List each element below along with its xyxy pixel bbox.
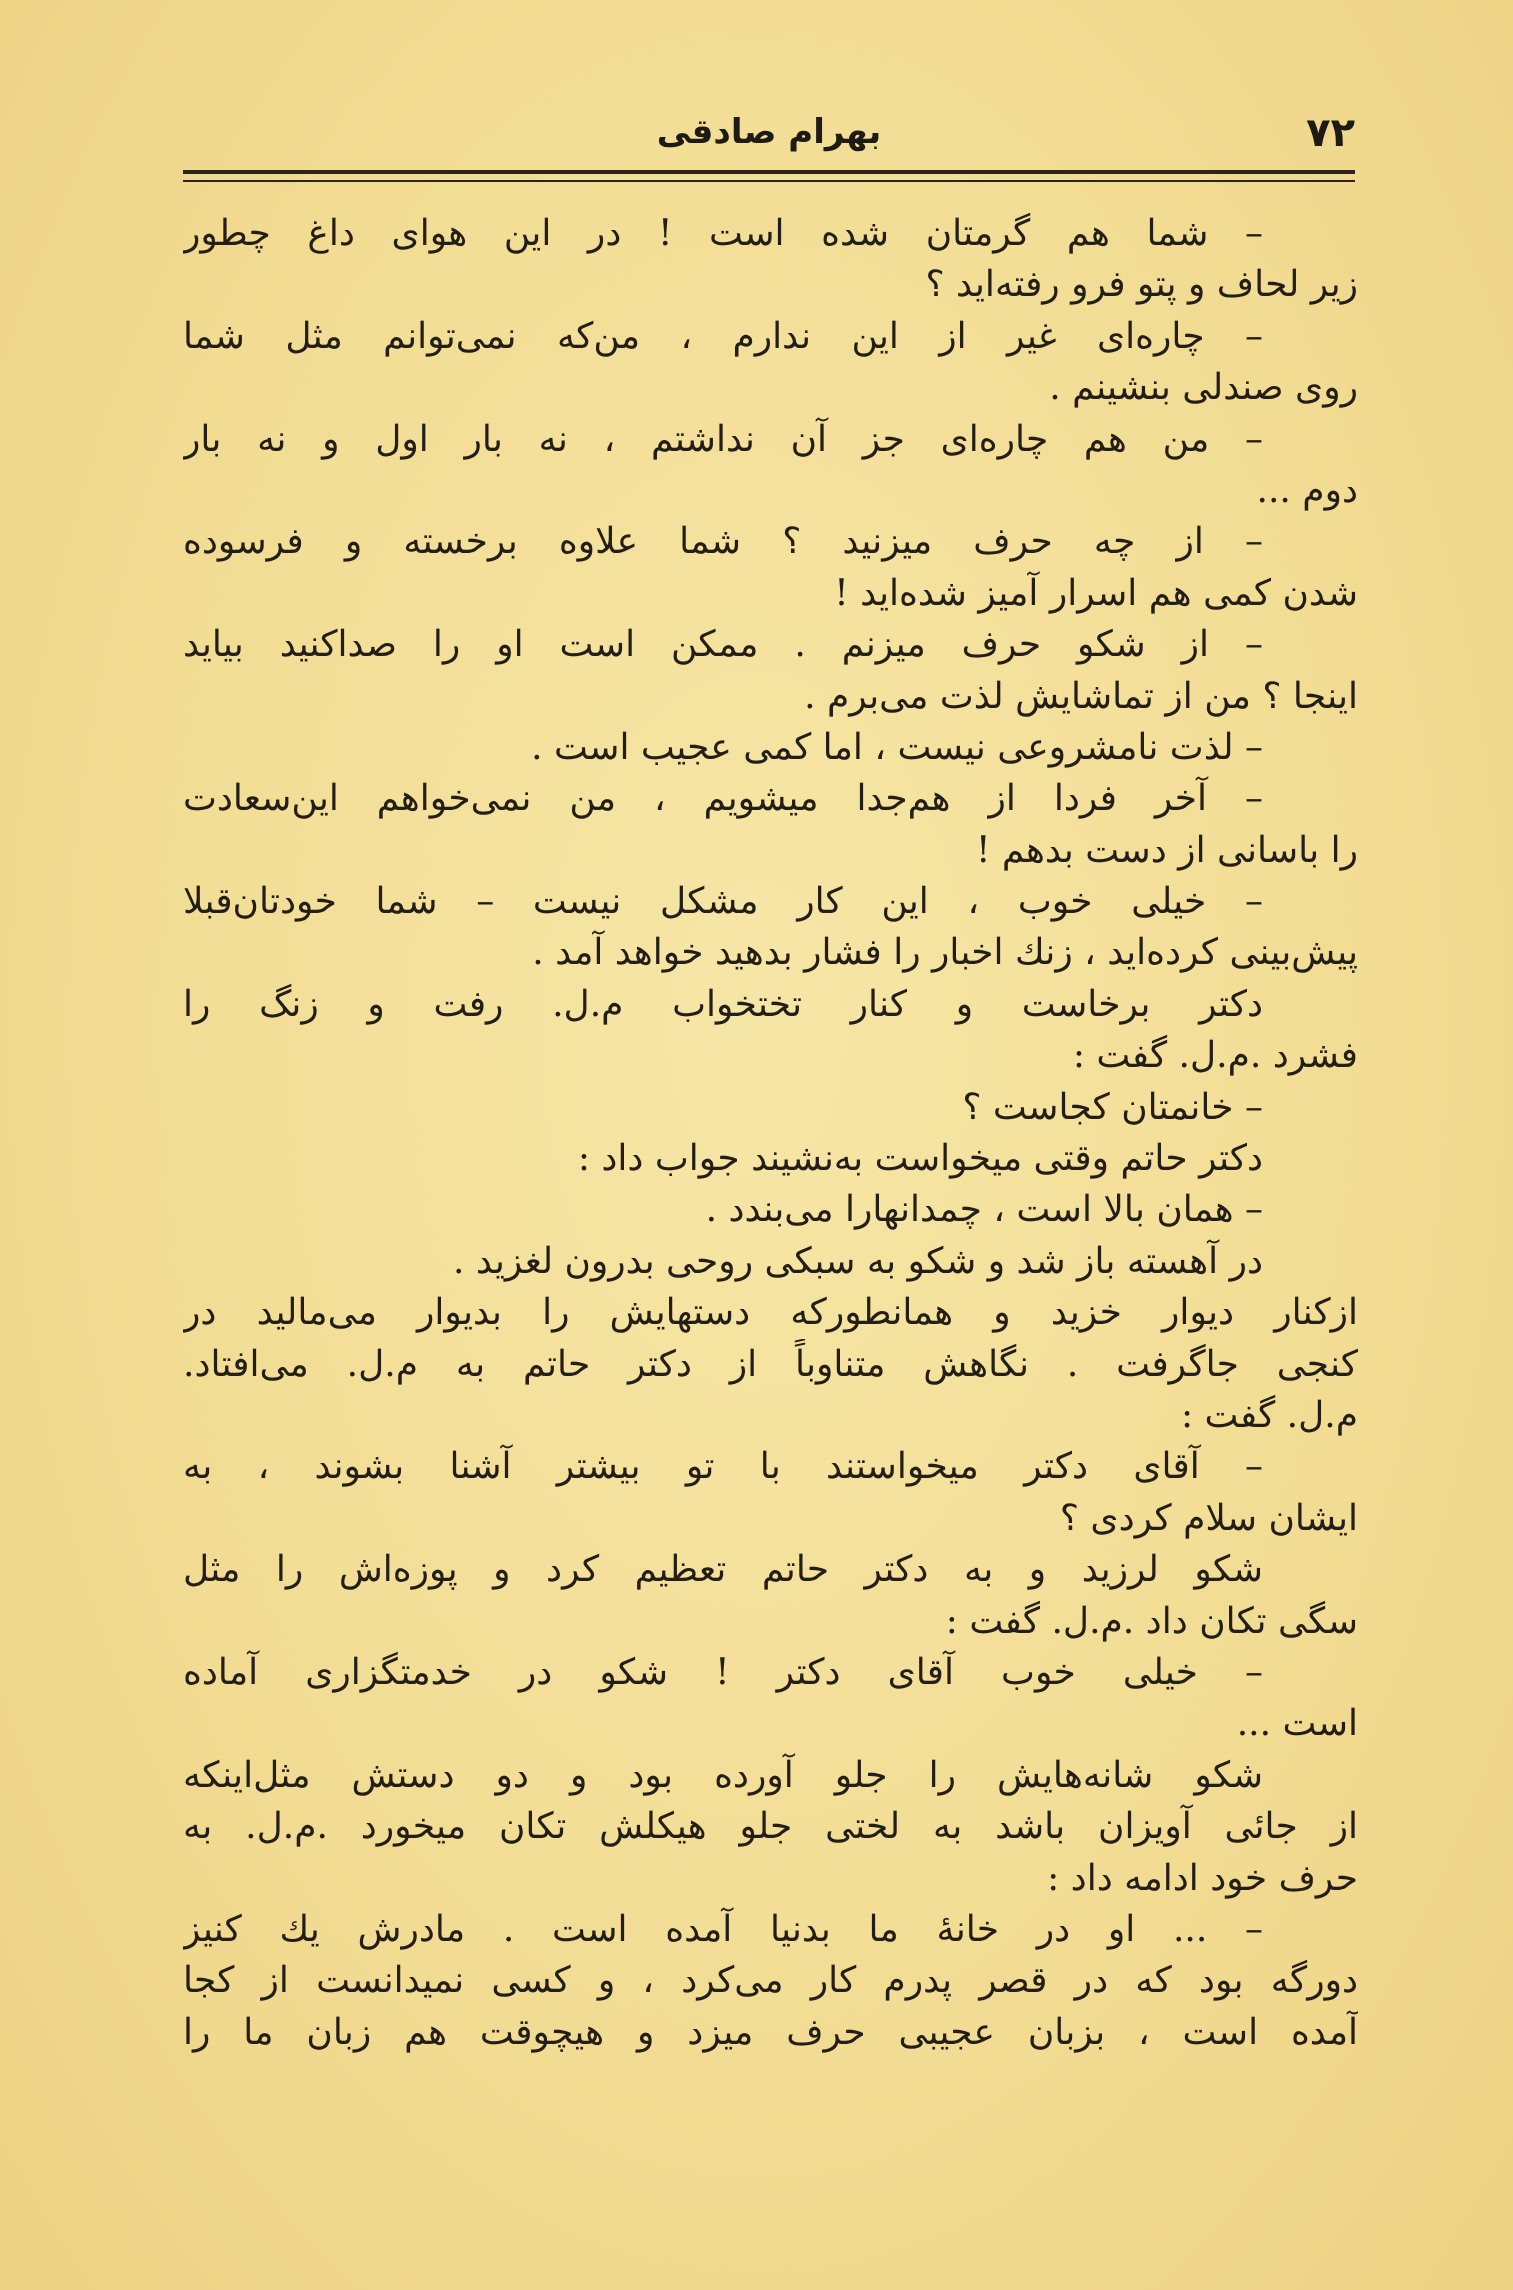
text-line: زیر لحاف و پتو فرو رفته‌اید ؟ xyxy=(925,264,1358,306)
text-line: – همان بالا است ، چمدانهارا می‌بندد . xyxy=(705,1189,1263,1231)
text-line: شکو لرزید و به دکتر حاتم تعظیم کرد و پوزه‌اش را مثل xyxy=(183,1549,1263,1591)
text-line: – آخر فردا از هم‌جدا میشویم ، من نمی‌خواهم این‌سعادت xyxy=(183,778,1263,820)
header-rule-thin xyxy=(183,180,1355,182)
text-line: در آهسته باز شد و شکو به سبکی روحی بدرون لغزید . xyxy=(453,1240,1263,1282)
text-line: را باسانی از دست بدهم ! xyxy=(975,829,1358,871)
text-line: اینجا ؟ من از تماشایش لذت می‌برم . xyxy=(804,675,1358,717)
text-line: دکتر حاتم وقتی میخواست به‌نشیند جواب داد : xyxy=(577,1138,1263,1180)
text-line: شدن کمی هم اسرار آمیز شده‌اید ! xyxy=(834,572,1358,614)
text-line: – من هم چاره‌ای جز آن نداشتم ، نه بار اول و نه بار xyxy=(183,418,1264,460)
text-line: – ... او در خانهٔ ما بدنیا آمده است . مادرش یك کنیز xyxy=(183,1908,1263,1950)
text-line: ازکنار دیوار خزید و همانطورکه دستهایش را بدیوار می‌مالید در xyxy=(183,1292,1358,1334)
text-line: ایشان سلام کردی ؟ xyxy=(1059,1497,1358,1539)
text-line: م.ل. گفت : xyxy=(1180,1394,1358,1436)
text-line: – شما هم گرمتان شده است ! در این هوای داغ چطور xyxy=(183,213,1263,254)
text-line: آمده است ، بزبان عجیبی حرف میزد و هیچوقت هم زبان ما را xyxy=(183,2011,1358,2053)
text-line: – لذت نامشروعی نیست ، اما کمی عجیب است . xyxy=(531,726,1263,768)
text-line: پیش‌بینی کرده‌اید ، زنك اخبار را فشار بدهید خواهد آمد . xyxy=(532,932,1358,974)
text-line: شکو شانه‌هایش را جلو آورده بود و دو دستش مثل‌اینکه xyxy=(183,1754,1263,1796)
text-line: – آقای دکتر میخواستند با تو بیشتر آشنا بشوند ، به xyxy=(183,1446,1263,1488)
text-line: روی صندلی بنشینم . xyxy=(1049,367,1358,409)
page-header xyxy=(183,100,1355,170)
page-number: ۷۲ xyxy=(1306,110,1355,156)
text-line: حرف خود ادامه داد : xyxy=(1047,1857,1358,1899)
text-line: کنجی جاگرفت . نگاهش متناوباً از دکتر حاتم به م.ل. می‌افتاد. xyxy=(183,1343,1358,1385)
text-line: – خیلی خوب ، این کار مشکل نیست – شما خودتان‌قبلا xyxy=(183,881,1263,923)
body-text xyxy=(183,208,1358,2058)
text-line: – چاره‌ای غیر از این ندارم ، من‌که نمی‌توانم مثل شما xyxy=(183,315,1263,357)
text-line: سگی تکان داد .م.ل. گفت : xyxy=(945,1600,1358,1642)
text-line: دکتر برخاست و کنار تختخواب م.ل. رفت و زنگ را xyxy=(183,983,1263,1025)
text-line: دورگه بود که در قصر پدرم کار می‌کرد ، و کسی نمیدانست از کجا xyxy=(183,1960,1358,2002)
text-line: است ... xyxy=(1236,1703,1358,1745)
text-line: از جائی آویزان باشد به لختی جلو هیکلش تکان میخورد .م.ل. به xyxy=(183,1806,1358,1848)
running-head-author: بهرام صادقی xyxy=(656,112,882,152)
text-line: – از چه حرف میزنید ؟ شما علاوه برخسته و فرسوده xyxy=(183,521,1263,563)
text-line: – خانمتان کجاست ؟ xyxy=(962,1086,1263,1128)
text-line: – از شکو حرف میزنم . ممکن است او را صداکنید بیاید xyxy=(183,624,1263,666)
text-line: دوم ... xyxy=(1256,469,1358,511)
header-rule-thick xyxy=(183,170,1355,174)
text-line: فشرد .م.ل. گفت : xyxy=(1072,1035,1358,1077)
text-line: – خیلی خوب آقای دکتر ! شکو در خدمتگزاری آماده xyxy=(183,1651,1263,1693)
